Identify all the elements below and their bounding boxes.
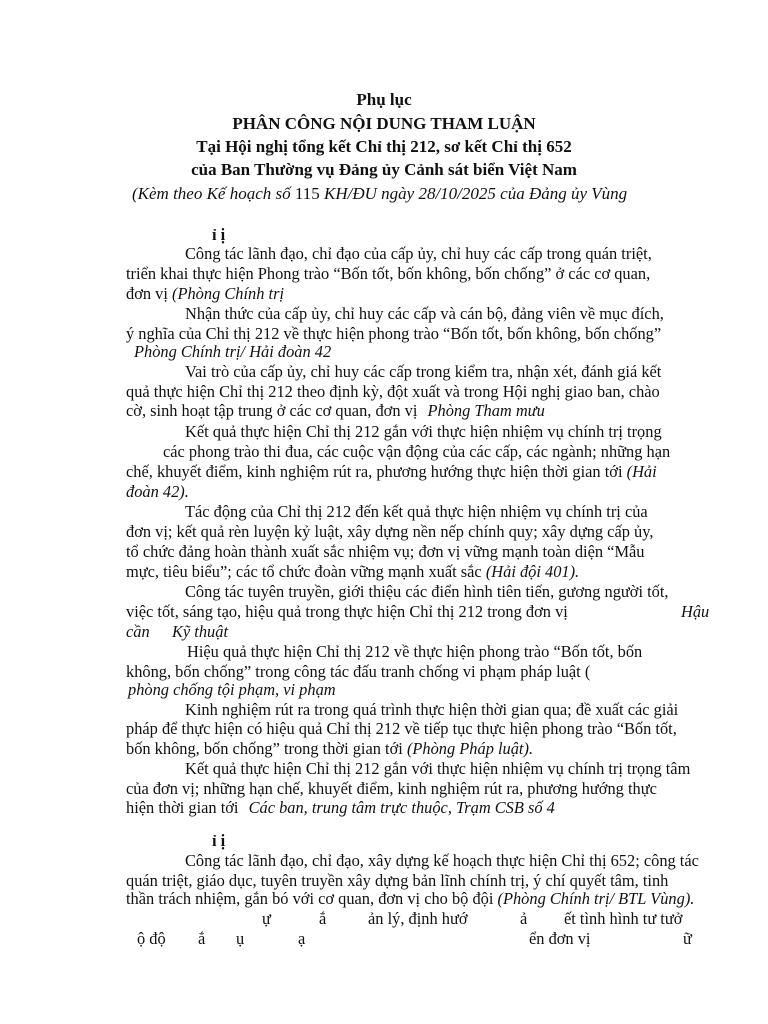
paragraph-line: cần: [126, 622, 150, 641]
paragraph-line: tổ chức đảng hoàn thành xuất sắc nhiệm vụ; đơn vị vững mạnh toàn diện “Mẫu: [126, 542, 645, 561]
paragraph-line: không, bốn chống” trong công tác đấu tranh chống vi phạm pháp luật (: [126, 662, 591, 681]
paragraph-line: Hiệu quả thực hiện Chỉ thị 212 về thực hiện phong trào “Bốn tốt, bốn: [187, 642, 643, 661]
text-fragment: ắ: [198, 929, 206, 948]
paragraph-line: Phòng Chính trị/ Hải đoàn 42: [134, 342, 332, 361]
paragraph-line: Công tác tuyên truyền, giới thiệu các điển hình tiên tiến, gương người tốt,: [185, 582, 669, 601]
text-fragment: ữ: [683, 929, 692, 948]
plan-reference: (Kèm theo Kế hoạch số 115 KH/ĐU ngày 28/10/2025 của Đảng ủy Vùng: [132, 184, 628, 203]
paragraph-line: Kết quả thực hiện Chỉ thị 212 gắn với thực hiện nhiệm vụ chính trị trọng: [185, 422, 662, 441]
section-2-heading: ỉ ị: [212, 831, 226, 850]
paragraph-line: Tác động của Chỉ thị 212 đến kết quả thực hiện nhiệm vụ chính trị của: [185, 502, 648, 521]
paragraph-line: pháp để thực hiện có hiệu quả Chỉ thị 212 về tiếp tục thực hiện phong trào “Bốn tốt,: [126, 719, 677, 738]
paragraph-line: mực, tiêu biểu”; các tổ chức đoàn vững mạnh xuất sắc (Hải đội 401).: [126, 562, 580, 581]
document-title: PHÂN CÔNG NỘI DUNG THAM LUẬN: [232, 114, 536, 133]
paragraph-line: Công tác lãnh đạo, chỉ đạo của cấp ủy, chỉ huy các cấp trong quán triệt,: [185, 244, 652, 263]
paragraph-line: Hậu: [681, 602, 710, 621]
text-fragment: ản lý, định hướ: [368, 909, 468, 928]
paragraph-line: phòng chống tội phạm, vi phạm: [128, 680, 336, 699]
text-fragment: ụ: [236, 929, 245, 948]
paragraph-line: Kỹ thuật: [172, 622, 228, 641]
text-fragment: ạ: [298, 929, 306, 948]
paragraph-line: quán triệt, giáo dục, tuyên truyền xây dựng bản lĩnh chính trị, ý chí quyết tâm, tinh: [126, 871, 669, 890]
paragraph-line: Kết quả thực hiện Chỉ thị 212 gắn với thực hiện nhiệm vụ chính trị trọng tâm: [185, 759, 691, 778]
text-fragment: ết tình hình tư tưở: [564, 909, 683, 928]
paragraph-line: hiện thời gian tới Các ban, trung tâm trực thuộc, Trạm CSB số 4: [126, 798, 555, 817]
document-issuer: của Ban Thường vụ Đảng ủy Cảnh sát biển Việt Nam: [191, 160, 577, 179]
section-1-heading: ỉ ị: [212, 225, 226, 244]
text-fragment: ắ: [319, 909, 327, 928]
appendix-label: Phụ lục: [356, 90, 412, 109]
paragraph-line: Kinh nghiệm rút ra trong quá trình thực hiện thời gian qua; đề xuất các giải: [185, 700, 679, 719]
text-fragment: ển đơn vị: [529, 929, 591, 948]
paragraph-line: Vai trò của cấp ủy, chỉ huy các cấp trong kiểm tra, nhận xét, đánh giá kết: [185, 362, 662, 381]
paragraph-line: chế, khuyết điểm, kinh nghiệm rút ra, phương hướng thực hiện thời gian tới (Hải: [126, 462, 657, 481]
paragraph-line: thần trách nhiệm, gắn bó với cơ quan, đơn vị cho bộ đội (Phòng Chính trị/ BTL Vùng).: [126, 889, 695, 908]
text-fragment: ự: [262, 909, 271, 928]
paragraph-line: triển khai thực hiện Phong trào “Bốn tốt, bốn không, bốn chống” ở các cơ quan,: [126, 264, 651, 283]
paragraph-line: các phong trào thi đua, các cuộc vận động của các cấp, các ngành; những hạn: [163, 442, 671, 461]
paragraph-line: Nhận thức của cấp ủy, chỉ huy các cấp và cán bộ, đảng viên về mục đích,: [185, 304, 664, 323]
text-fragment: ộ độ: [137, 929, 166, 948]
paragraph-line: việc tốt, sáng tạo, hiệu quả trong thực hiện Chỉ thị 212 trong đơn vị: [126, 602, 568, 621]
paragraph-line: của đơn vị; những hạn chế, khuyết điểm, kinh nghiệm rút ra, phương hướng thực: [126, 779, 657, 798]
paragraph-line: Công tác lãnh đạo, chỉ đạo, xây dựng kế hoạch thực hiện Chỉ thị 652; công tác: [185, 851, 699, 870]
document-subtitle: Tại Hội nghị tổng kết Chỉ thị 212, sơ kết Chỉ thị 652: [196, 137, 572, 156]
paragraph-line: quả thực hiện Chỉ thị 212 theo định kỳ, đột xuất và trong Hội nghị giao ban, chào: [126, 382, 660, 401]
paragraph-line: đơn vị (Phòng Chính trị: [126, 284, 285, 303]
text-fragment: ả: [520, 909, 528, 928]
paragraph-line: đoàn 42).: [126, 482, 189, 501]
paragraph-line: ý nghĩa của Chỉ thị 212 về thực hiện phong trào “Bốn tốt, bốn không, bốn chống”: [126, 324, 662, 343]
paragraph-line: bốn không, bốn chống” trong thời gian tới (Phòng Pháp luật).: [126, 739, 534, 758]
paragraph-line: đơn vị; kết quả rèn luyện kỷ luật, xây dựng nền nếp chính quy; xây dựng cấp ủy,: [126, 522, 654, 541]
paragraph-line: cờ, sinh hoạt tập trung ở các cơ quan, đơn vị Phòng Tham mưu: [126, 401, 545, 420]
